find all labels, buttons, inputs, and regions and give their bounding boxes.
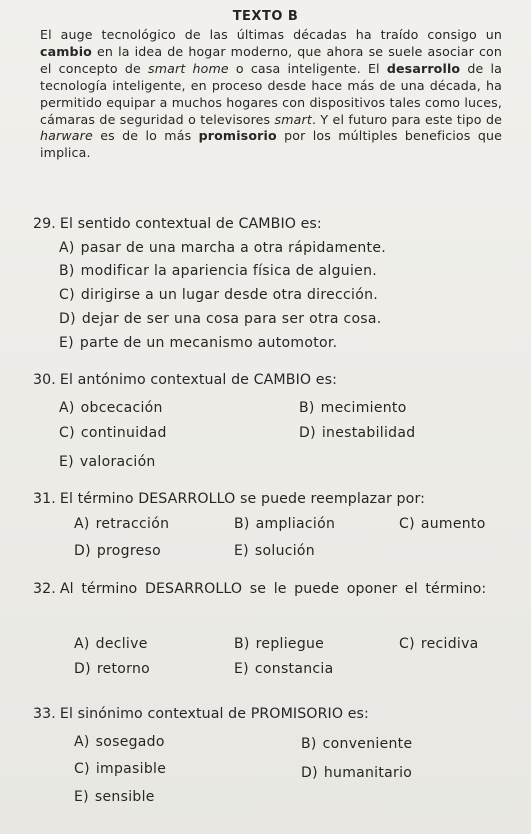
option-a[interactable]	[74, 515, 169, 533]
question-number: 33.	[33, 706, 56, 722]
option-text: parte de un mecanismo automotor.	[79, 335, 338, 351]
option-letter: C)	[399, 636, 415, 652]
option-text: recidiva	[420, 636, 479, 652]
key-term: cambio	[40, 43, 92, 59]
question-32	[33, 579, 513, 687]
option-text: aumento	[420, 516, 486, 532]
option-letter: A)	[74, 636, 90, 652]
option-letter: B)	[299, 400, 315, 416]
option-a[interactable]	[74, 635, 148, 653]
option-letter: B)	[59, 263, 75, 279]
option-text: modificar la apariencia física de alguien.	[80, 263, 377, 279]
passage-text: . Y el futuro para este tipo de	[311, 111, 502, 127]
question-29	[33, 214, 513, 359]
option-letter: A)	[74, 734, 90, 750]
question-text: El término DESARROLLO se puede reemplazar por:	[59, 491, 426, 507]
option-letter: B)	[234, 516, 250, 532]
question-stem	[33, 214, 513, 234]
question-number: 30.	[33, 372, 56, 388]
passage-text: es de lo más	[92, 128, 199, 144]
option-text: sosegado	[95, 734, 165, 750]
option-text: mecimiento	[320, 400, 407, 416]
option-c[interactable]	[399, 515, 486, 533]
question-stem	[33, 704, 513, 724]
option-letter: D)	[74, 543, 91, 559]
foreign-term: smart home	[148, 60, 229, 76]
option-letter: A)	[59, 240, 75, 256]
option-text: repliegue	[255, 636, 325, 652]
option-text: retracción	[95, 516, 170, 532]
option-text: impasible	[95, 761, 167, 777]
question-number: 31.	[33, 491, 56, 507]
option-text: inestabilidad	[321, 425, 416, 441]
option-text: humanitario	[323, 765, 413, 781]
passage-text: en la idea de hogar moderno, que ahora se suele asociar con el concepto de	[40, 43, 502, 76]
question-text: Al término DESARROLLO se le puede oponer el término:	[59, 581, 487, 597]
option-text: pasar de una marcha a otra rápidamente.	[80, 240, 386, 256]
option-letter: B)	[234, 636, 250, 652]
option-a[interactable]	[74, 733, 165, 751]
option-text: constancia	[254, 661, 334, 677]
option-letter: D)	[74, 661, 91, 677]
passage-text: de la tecnología inteligente, en proceso desde hace más de una década, ha permitido equipar a muchos hogares con dispositivos tales como luces, cámaras de seguridad o televisores	[40, 60, 502, 127]
option-letter: D)	[301, 765, 318, 781]
option-e[interactable]	[59, 334, 337, 352]
option-d[interactable]	[74, 660, 150, 678]
option-letter: C)	[399, 516, 415, 532]
passage-text: o casa inteligente. El	[228, 60, 387, 76]
option-letter: A)	[74, 516, 90, 532]
foreign-term: harware	[40, 128, 93, 144]
option-e[interactable]	[234, 660, 333, 678]
question-31	[33, 489, 513, 569]
option-b[interactable]	[234, 635, 324, 653]
option-letter: E)	[59, 335, 74, 351]
option-letter: C)	[74, 761, 90, 777]
option-letter: C)	[59, 287, 75, 303]
option-letter: E)	[59, 454, 74, 470]
question-text: El sinónimo contextual de PROMISORIO es:	[59, 706, 369, 722]
question-33	[33, 704, 513, 809]
option-c[interactable]	[59, 424, 167, 442]
option-letter: D)	[299, 425, 316, 441]
text-title: TEXTO B	[232, 9, 299, 24]
question-text: El sentido contextual de CAMBIO es:	[59, 216, 322, 232]
option-text: continuidad	[80, 425, 167, 441]
option-text: dejar de ser una cosa para ser otra cosa.	[81, 311, 382, 327]
foreign-term: smart	[274, 111, 312, 127]
question-stem	[33, 579, 509, 599]
option-b[interactable]	[234, 515, 335, 533]
option-a[interactable]	[59, 239, 386, 257]
option-letter: D)	[59, 311, 76, 327]
key-term: desarrollo	[386, 60, 461, 76]
option-letter: E)	[234, 661, 249, 677]
question-stem	[33, 370, 513, 390]
passage-text: El auge tecnológico de las últimas décadas ha traído consigo un	[40, 27, 502, 42]
option-letter: C)	[59, 425, 75, 441]
key-term: promisorio	[198, 128, 277, 144]
option-c[interactable]	[399, 635, 479, 653]
option-letter: E)	[74, 789, 89, 805]
option-d[interactable]	[59, 310, 382, 328]
option-c[interactable]	[59, 286, 378, 304]
option-text: solución	[254, 543, 315, 559]
passage-text: por los múltiples beneficios que implica.	[40, 128, 502, 161]
option-b[interactable]	[299, 399, 407, 417]
option-a[interactable]	[59, 399, 163, 417]
question-number: 32.	[33, 581, 56, 597]
option-text: progreso	[96, 543, 161, 559]
option-e[interactable]	[74, 788, 155, 806]
option-b[interactable]	[59, 262, 377, 280]
reading-passage	[40, 27, 502, 162]
option-d[interactable]	[299, 424, 415, 442]
option-c[interactable]	[74, 760, 166, 778]
option-d[interactable]	[301, 764, 412, 782]
option-letter: A)	[59, 400, 75, 416]
option-text: ampliación	[255, 516, 336, 532]
option-text: retorno	[96, 661, 151, 677]
option-e[interactable]	[59, 453, 156, 471]
question-number: 29.	[33, 216, 56, 232]
option-text: dirigirse a un lugar desde otra dirección.	[80, 287, 379, 303]
option-text: declive	[95, 636, 148, 652]
option-letter: B)	[301, 736, 317, 752]
option-text: obcecación	[80, 400, 163, 416]
question-30	[33, 370, 513, 480]
option-d[interactable]	[74, 542, 161, 560]
option-text: valoración	[79, 454, 156, 470]
option-text: sensible	[94, 789, 155, 805]
question-stem	[33, 489, 513, 509]
option-letter: E)	[234, 543, 249, 559]
option-b[interactable]	[301, 735, 412, 753]
question-text: El antónimo contextual de CAMBIO es:	[59, 372, 337, 388]
option-e[interactable]	[234, 542, 315, 560]
option-text: conveniente	[322, 736, 413, 752]
